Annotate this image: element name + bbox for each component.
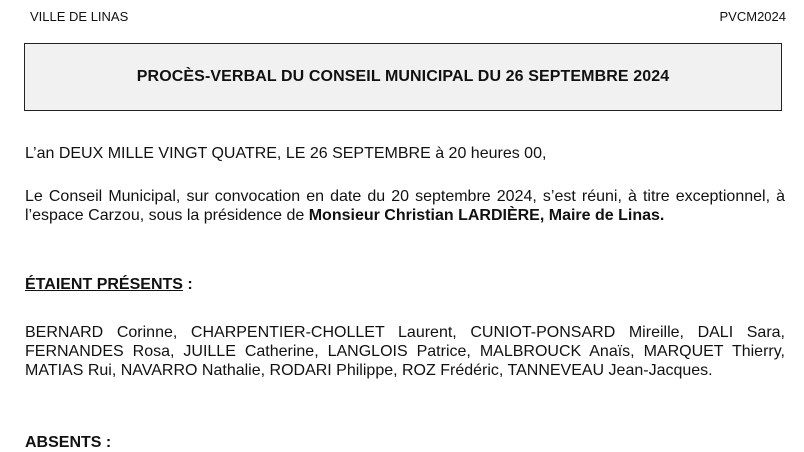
president-name: Monsieur Christian LARDIÈRE, Maire de Linas. bbox=[308, 207, 665, 224]
present-names-paragraph: BERNARD Corinne, CHARPENTIER-CHOLLET Laurent, CUNIOT-PONSARD Mireille, DALI Sara, FERNANDES Rosa, JUILLE Catherine, LANGLOIS Patrice, MALBROUCK Anaïs, MARQUET Thierry, MATIAS Rui, NAVARRO Nathalie, RODARI Philippe, ROZ Frédéric, TANNEVEAU Jean-Jacques. bbox=[25, 324, 785, 379]
present-heading-label: ÉTAIENT PRÉSENTS bbox=[25, 276, 183, 293]
header-document-code: PVCM2024 bbox=[719, 9, 786, 24]
present-heading-suffix: : bbox=[182, 276, 193, 293]
intro-paragraph: L’an DEUX MILLE VINGT QUATRE, LE 26 SEPTEMBRE à 20 heures 00, bbox=[25, 145, 547, 162]
title-box bbox=[24, 43, 782, 111]
header-town-name: VILLE DE LINAS bbox=[30, 9, 129, 24]
absent-heading: ABSENTS : bbox=[25, 434, 112, 451]
convocation-paragraph bbox=[25, 187, 785, 225]
convocation-text: Le Conseil Municipal, sur convocation en date du 20 septembre 2024, s’est réuni, à titre exceptionnel, à l’espace Carzou, sous la présidence de bbox=[25, 188, 785, 224]
present-heading bbox=[25, 276, 193, 294]
document-title: PROCÈS-VERBAL DU CONSEIL MUNICIPAL DU 26 SEPTEMBRE 2024 bbox=[136, 68, 670, 85]
